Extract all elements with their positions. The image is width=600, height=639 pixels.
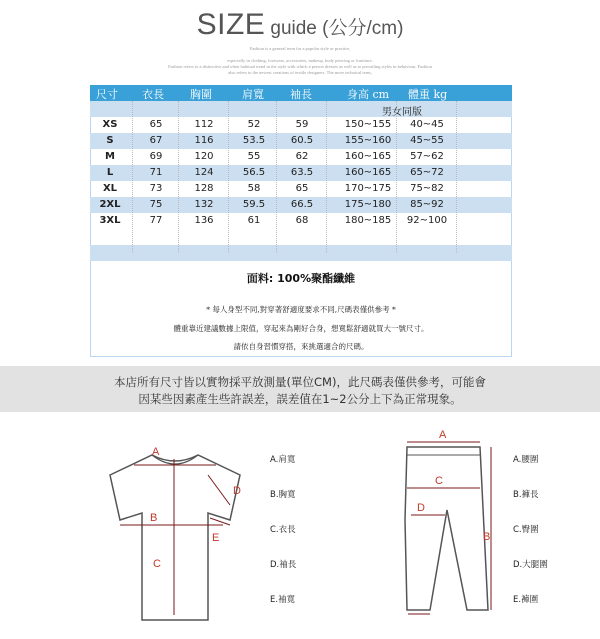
pants-letter-a: A (439, 429, 447, 441)
cell-sleeve: 62 (295, 151, 309, 162)
column-divider (228, 101, 229, 253)
cell-sleeve: 65 (295, 183, 309, 194)
cell-weight: 65~72 (410, 167, 444, 178)
disclaimer-line: 本店所有尺寸皆以實物採平放測量(單位CM)，此尺碼表僅供參考，可能會 (114, 375, 486, 389)
table-row (90, 181, 512, 197)
cell-size: L (106, 167, 114, 178)
column-divider (276, 101, 277, 253)
cell-chest: 120 (194, 151, 214, 162)
pants-letter-c: C (435, 475, 443, 487)
pants-letter-b: B (483, 531, 491, 543)
page-title (0, 8, 600, 42)
header-shoulder: 肩寬 (242, 88, 264, 101)
table-subheader-row (90, 101, 512, 117)
cell-size: 2XL (99, 199, 121, 210)
column-divider (132, 101, 133, 253)
table-row (90, 117, 512, 133)
cell-sleeve: 66.5 (290, 199, 314, 210)
shirt-label-c: C.衣長 (270, 525, 296, 535)
cell-height: 175~180 (344, 199, 392, 210)
cell-length: 69 (149, 151, 163, 162)
header-sleeve: 袖長 (290, 88, 312, 101)
cell-chest: 124 (194, 167, 214, 178)
column-divider (326, 101, 327, 253)
column-divider (456, 101, 457, 253)
cell-size: XL (102, 183, 118, 194)
shirt-letter-e: E (212, 532, 220, 544)
cell-height: 160~165 (344, 151, 392, 162)
shirt-letter-d: D (233, 485, 241, 497)
cell-height: 155~160 (344, 135, 392, 146)
cell-size: M (105, 151, 115, 162)
header-length: 衣長 (142, 88, 164, 101)
table-note: * 每人身型不同,對穿著舒適度要求不同,尺碼表僅供參考 * (206, 305, 396, 314)
cell-length: 73 (149, 183, 163, 194)
cell-shoulder: 53.5 (242, 135, 266, 146)
title-big: SIZE (196, 8, 266, 41)
shirt-label-e: E.袖寬 (270, 595, 296, 605)
cell-shoulder: 52 (247, 119, 261, 130)
table-row (90, 197, 512, 213)
table-header-row (90, 85, 512, 101)
disclaimer-line: 因某些因素產生些許誤差，誤差值在1~2公分上下為正常現象。 (138, 392, 462, 406)
cell-shoulder: 61 (247, 215, 261, 226)
cell-chest: 112 (194, 119, 214, 130)
tshirt-diagram (90, 445, 260, 630)
pants-diagram (385, 425, 505, 625)
pants-letter-d: D (417, 502, 425, 514)
fine-print-line: Fashion is a general term for a popular style or practice, (249, 46, 351, 51)
header-height: 身高 cm (347, 88, 390, 101)
cell-shoulder: 55 (247, 151, 261, 162)
shirt-letter-b: B (150, 512, 158, 524)
cell-chest: 128 (194, 183, 214, 194)
shirt-letter-a: A (152, 446, 160, 458)
cell-chest: 116 (194, 135, 214, 146)
cell-weight: 40~45 (410, 119, 444, 130)
cell-weight: 92~100 (406, 215, 448, 226)
fabric-info: 面料: 100%聚酯纖維 (246, 272, 356, 285)
cell-size: XS (102, 119, 118, 130)
header-chest: 胸圍 (190, 88, 212, 101)
shirt-label-b: B.胸寬 (270, 490, 296, 500)
table-row (90, 165, 512, 181)
cell-size: 3XL (99, 215, 121, 226)
pants-outline (405, 447, 491, 610)
cell-shoulder: 56.5 (242, 167, 266, 178)
header-size: 尺寸 (96, 88, 118, 101)
subheader-unisex: 男女同版 (382, 107, 422, 118)
cell-sleeve: 68 (295, 215, 309, 226)
table-note: 體重靠近建議數據上限值，穿起來為剛好合身，想寬鬆舒適就買大一號尺寸。 (173, 324, 429, 333)
disclaimer-banner (0, 366, 600, 412)
cell-sleeve: 59 (295, 119, 309, 130)
cell-height: 150~155 (344, 119, 392, 130)
pants-label-b: B.褲長 (513, 490, 539, 500)
pants-label-c: C.臀圍 (513, 525, 539, 535)
cell-length: 71 (149, 167, 163, 178)
cell-chest: 132 (194, 199, 214, 210)
title-small: guide (公分/cm) (270, 18, 404, 39)
fine-print-line: especially in clothing, footwear, accessories, makeup, body piercing or furniture. (227, 58, 373, 63)
column-divider (178, 101, 179, 253)
cell-sleeve: 60.5 (290, 135, 314, 146)
header-weight: 體重 kg (408, 88, 448, 101)
cell-length: 77 (149, 215, 163, 226)
cell-length: 75 (149, 199, 163, 210)
cell-height: 180~185 (344, 215, 392, 226)
fine-print-line: Fashion refers to a distinctive and often habitual trend in the style with which a person dresses as well as to prevailing styles in behaviour. Fashion (168, 64, 432, 69)
pants-label-a: A.腰圍 (513, 455, 539, 465)
cell-weight: 57~62 (410, 151, 444, 162)
table-row (90, 213, 512, 229)
fine-print-line: also refers to the newest creations of textile designers. The more technical term, (228, 70, 372, 75)
cell-size: S (106, 135, 114, 146)
measure-d-line (208, 475, 230, 505)
table-row (90, 133, 512, 149)
shirt-label-a: A.肩寬 (270, 455, 296, 465)
cell-length: 65 (149, 119, 163, 130)
table-note: 請依自身習慣穿搭，來挑選適合的尺碼。 (233, 342, 369, 351)
cell-weight: 45~55 (410, 135, 444, 146)
cell-height: 170~175 (344, 183, 392, 194)
cell-length: 67 (149, 135, 163, 146)
cell-weight: 75~82 (410, 183, 444, 194)
cell-sleeve: 63.5 (290, 167, 314, 178)
cell-height: 160~165 (344, 167, 392, 178)
shirt-label-d: D.袖長 (270, 560, 297, 570)
cell-shoulder: 58 (247, 183, 261, 194)
column-divider (396, 101, 397, 253)
pants-label-e: E.褲圍 (513, 595, 539, 605)
table-row (90, 149, 512, 165)
table-empty-row (90, 245, 512, 261)
cell-chest: 136 (194, 215, 214, 226)
pants-label-d: D.大腿圍 (513, 560, 548, 570)
shirt-letter-c: C (153, 558, 161, 570)
cell-shoulder: 59.5 (242, 199, 266, 210)
tshirt-outline (110, 455, 240, 620)
cell-weight: 85~92 (410, 199, 444, 210)
